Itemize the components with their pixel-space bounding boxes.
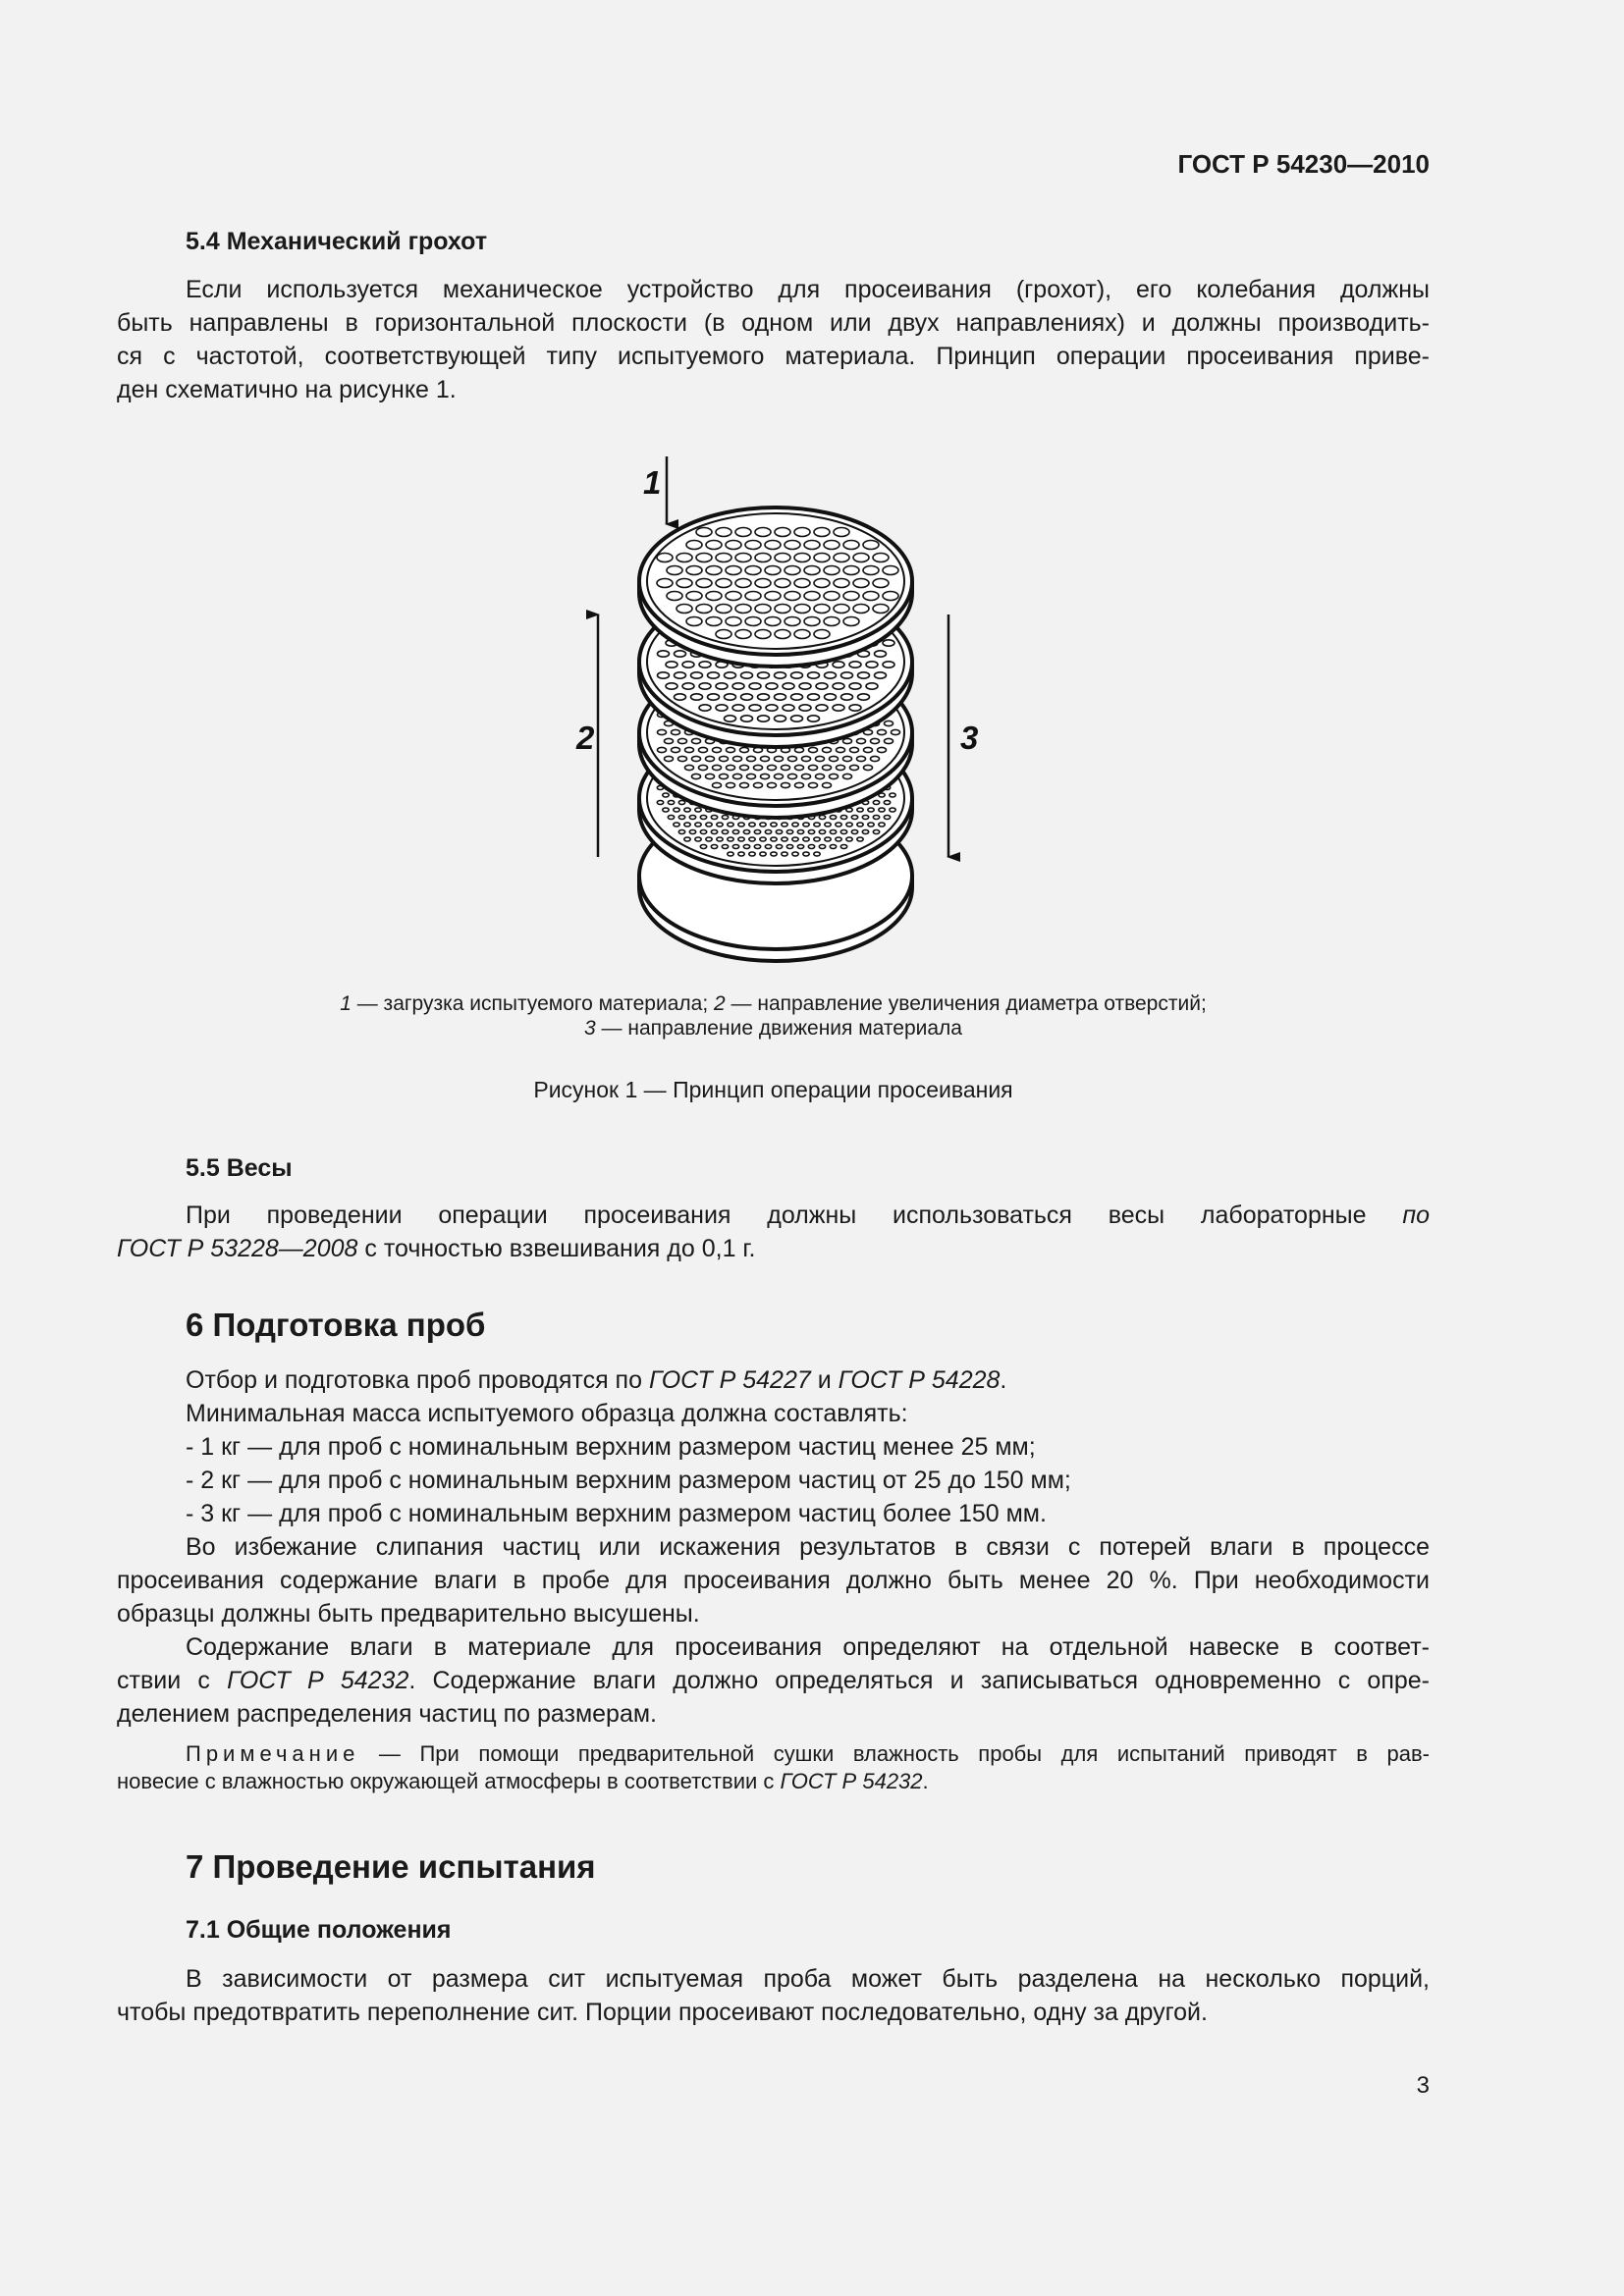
section-7-1-text [117, 1962, 1430, 2029]
text-segment: — направление увеличения диаметра отверстий; [725, 992, 1207, 1015]
text-segment: Содержание влаги в материале для просеивания определяют на отдельной навеске в соответ- [186, 1633, 1430, 1661]
text-segment: ся с частотой, соответствующей типу испытуемого материала. Принцип операции просеивания приве- [117, 343, 1430, 370]
section-6-heading: 6 Подготовка проб [186, 1307, 486, 1343]
text-line [117, 1363, 1430, 1397]
text-segment: делением распределения частиц по размерам. [117, 1700, 657, 1728]
text-line [117, 273, 1430, 306]
section-5-5-heading: 5.5 Весы [186, 1154, 293, 1182]
figure-legend [117, 991, 1430, 1041]
text-segment: с точностью взвешивания до 0,1 г. [357, 1235, 756, 1262]
label-1: 1 [643, 464, 662, 501]
standard-reference: 1 [340, 992, 352, 1015]
text-line [117, 1199, 1430, 1232]
text-segment: новесие с влажностью окружающей атмосферы в соответствии с [117, 1769, 781, 1793]
text-line [117, 306, 1430, 340]
sieve-stack [639, 507, 912, 961]
standard-reference: ГОСТ Р 54232 [227, 1667, 409, 1694]
label-3: 3 [960, 720, 979, 756]
text-line [117, 1232, 1430, 1265]
section-6-text [117, 1363, 1430, 1731]
text-line [117, 1430, 1430, 1464]
text-line [117, 1016, 1430, 1041]
text-segment: — При помощи предварительной сушки влажность пробы для испытаний приводят в рав- [359, 1741, 1430, 1766]
text-segment: Во избежание слипания частиц или искажения результатов в связи с потерей влаги в процессе [186, 1533, 1430, 1561]
sieving-diagram [550, 442, 1041, 972]
text-segment: - 1 кг — для проб с номинальным верхним размером частиц менее 25 мм; [186, 1433, 1036, 1461]
text-segment: ден схематично на рисунке 1. [117, 376, 457, 403]
text-line [117, 340, 1430, 373]
text-segment: — направление движения материала [595, 1017, 962, 1040]
text-line [117, 1397, 1430, 1430]
standard-reference: 3 [584, 1017, 596, 1040]
standard-reference: по [1402, 1201, 1430, 1229]
text-line [117, 991, 1430, 1016]
section-7-1-heading: 7.1 Общие положения [186, 1916, 452, 1944]
text-segment: — загрузка испытуемого материала; [351, 992, 714, 1015]
section-7-heading: 7 Проведение испытания [186, 1848, 596, 1885]
text-segment: . Содержание влаги должно определяться и записываться одновременно с опре- [408, 1667, 1430, 1694]
text-line [117, 373, 1430, 406]
note-label: Примечание [186, 1741, 360, 1766]
text-line [117, 1768, 1430, 1795]
text-segment: и [810, 1366, 839, 1394]
standard-reference: ГОСТ Р 54227 [648, 1366, 811, 1394]
text-line [117, 1530, 1430, 1564]
text-line [117, 1740, 1430, 1768]
text-line [117, 1996, 1430, 2029]
figure-caption: Рисунок 1 — Принцип операции просеивания [533, 1077, 1013, 1102]
text-segment: - 3 кг — для проб с номинальным верхним размером частиц более 150 мм. [186, 1500, 1047, 1527]
document-header: ГОСТ Р 54230—2010 [1177, 149, 1430, 179]
text-line [117, 1697, 1430, 1731]
text-line [117, 1564, 1430, 1597]
text-segment: В зависимости от размера сит испытуемая проба может быть разделена на несколько порций, [186, 1965, 1430, 1993]
text-line [117, 1630, 1430, 1664]
text-line [117, 1962, 1430, 1996]
text-segment: чтобы предотвратить переполнение сит. Порции просеивают последовательно, одну за другой. [117, 1999, 1208, 2026]
text-segment: . [922, 1769, 929, 1793]
section-5-4-text [117, 273, 1430, 406]
page-number: 3 [1416, 2072, 1430, 2099]
standard-reference: ГОСТ Р 54232 [780, 1769, 923, 1793]
note [117, 1740, 1430, 1795]
section-5-5-text [117, 1199, 1430, 1265]
text-segment: Если используется механическое устройство для просеивания (грохот), его колебания должны [186, 276, 1430, 303]
text-segment: . [1000, 1366, 1007, 1394]
text-segment: - 2 кг — для проб с номинальным верхним размером частиц от 25 до 150 мм; [186, 1467, 1071, 1494]
standard-reference: ГОСТ Р 54228 [838, 1366, 1001, 1394]
text-line [117, 1464, 1430, 1497]
standard-reference: 2 [714, 992, 726, 1015]
text-line [117, 1497, 1430, 1530]
section-5-4-heading: 5.4 Механический грохот [186, 228, 488, 255]
text-segment: Отбор и подготовка проб проводятся по [186, 1366, 649, 1394]
sieve-1 [639, 507, 912, 667]
text-segment: При проведении операции просеивания должны использоваться весы лабораторные [186, 1201, 1403, 1229]
standard-reference: ГОСТ Р 53228—2008 [117, 1235, 358, 1262]
text-line [117, 1664, 1430, 1697]
text-segment: просеивания содержание влаги в пробе для просеивания должно быть менее 20 %. При необходимости [117, 1567, 1430, 1594]
text-segment: Минимальная масса испытуемого образца должна составлять: [186, 1400, 908, 1427]
text-segment: образцы должны быть предварительно высушены. [117, 1600, 700, 1628]
text-line [117, 1597, 1430, 1630]
label-2: 2 [576, 720, 595, 756]
text-segment: быть направлены в горизонтальной плоскости (в одном или двух направлениях) и должны производить- [117, 309, 1430, 337]
text-segment: ствии с [117, 1667, 228, 1694]
